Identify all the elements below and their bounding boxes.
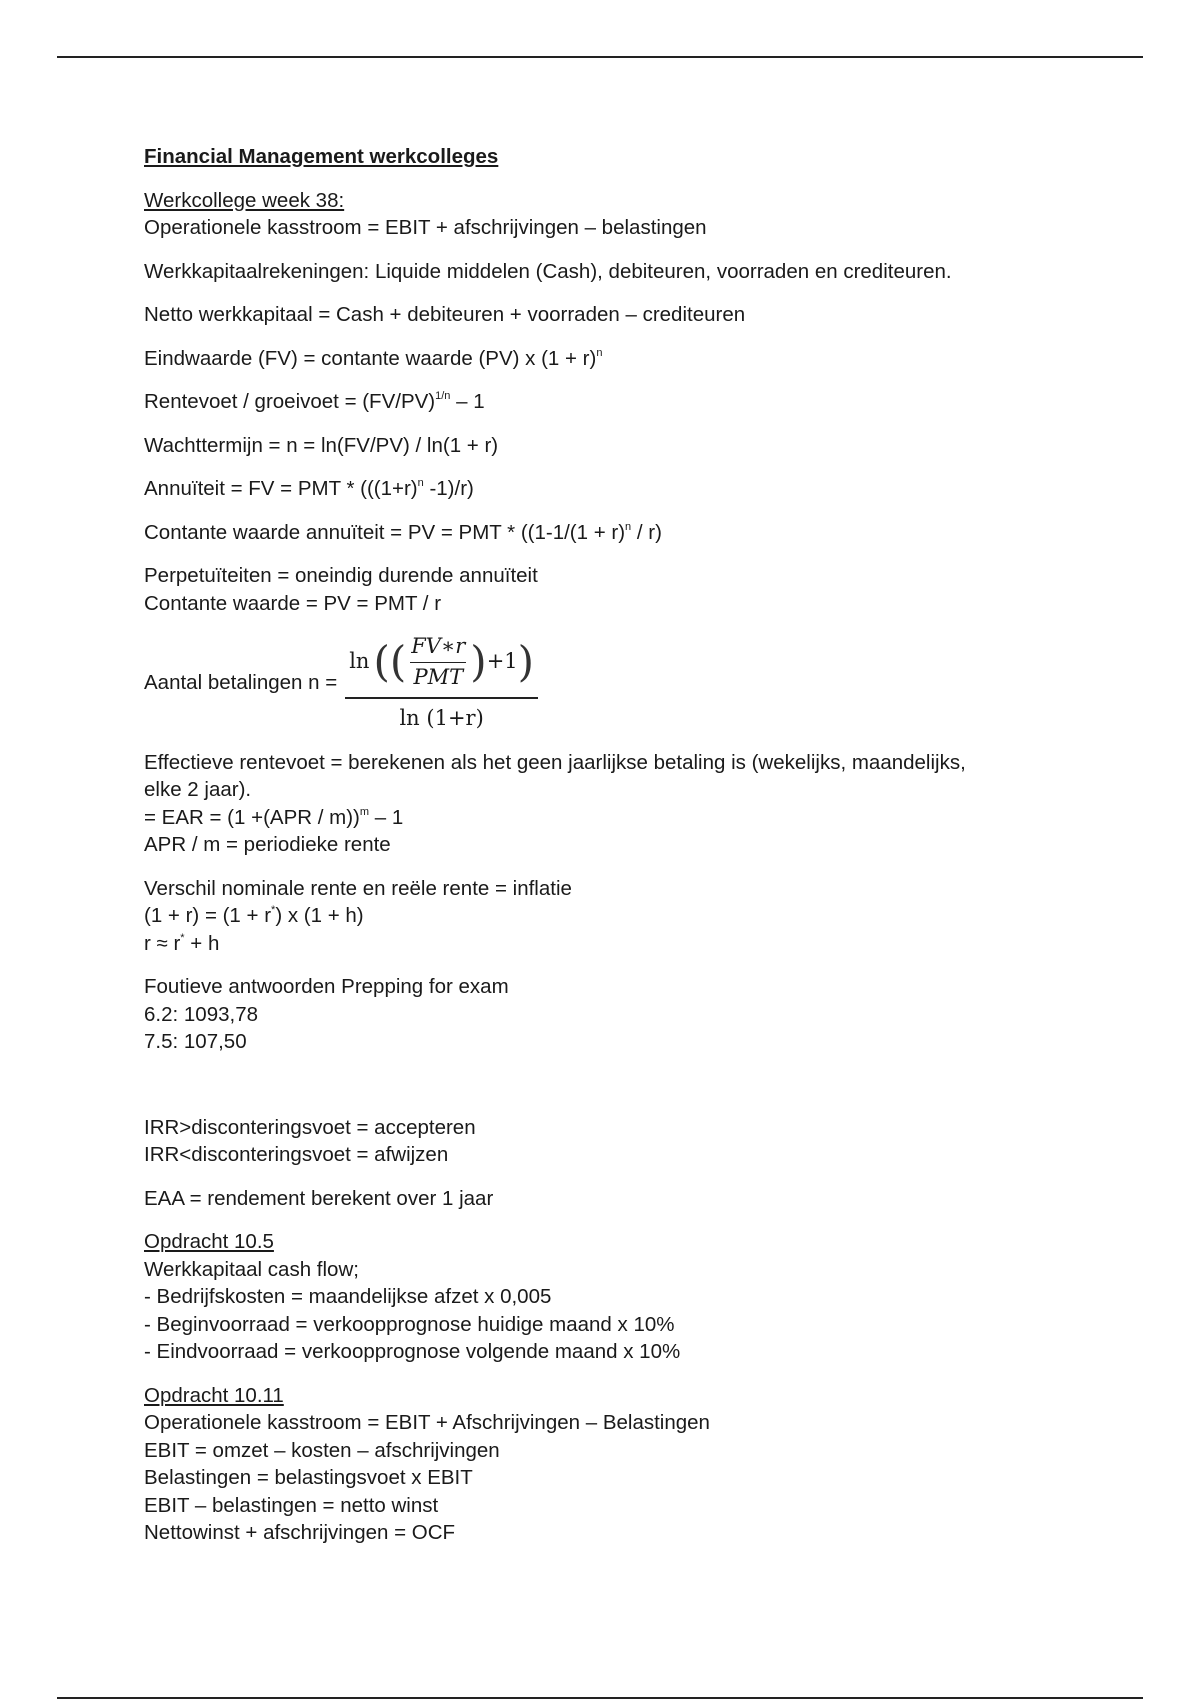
inner-fraction: [408, 633, 468, 691]
foutieve-item: 7.5: 107,50: [144, 1030, 247, 1053]
contante-waarde-pv: Contante waarde = PV = PMT / r: [144, 591, 442, 615]
header-rule: [57, 56, 1143, 58]
fisher-b: ) x (1 + h): [275, 904, 364, 927]
ear-formula: [144, 804, 1084, 832]
perpetuiteiten-text: Perpetuïteiten = oneindig durende annuïteit: [144, 564, 538, 587]
fraction-denominator: ln (1+r): [345, 697, 538, 733]
open-paren-inner: (: [389, 637, 407, 686]
annuiteit-text: Annuïteit = FV = PMT * (((1+r): [144, 477, 418, 500]
opdracht-10-11-line: EBIT – belastingen = netto winst: [144, 1493, 439, 1517]
opdracht-10-11-line: Operationele kasstroom = EBIT + Afschrijvingen – Belastingen: [144, 1411, 710, 1434]
irr-section: [144, 1114, 1084, 1169]
eaa-line: EAA = rendement berekent over 1 jaar: [144, 1186, 494, 1210]
opdracht-10-11-line: Belastingen = belastingsvoet x EBIT: [144, 1466, 473, 1489]
annuiteit-exponent: n: [417, 477, 424, 489]
week-heading: Werkcollege week 38:: [144, 188, 345, 212]
opdracht-10-5-heading: Opdracht 10.5: [144, 1230, 274, 1253]
contante-annuiteit-after: / r): [631, 520, 662, 544]
inflatie-section: [144, 875, 1084, 958]
week-section: [144, 187, 1084, 242]
effectieve-line-2: elke 2 jaar).: [144, 778, 252, 801]
opdracht-10-5-line: - Eindvoorraad = verkoopprognose volgende maand x 10%: [144, 1340, 681, 1363]
title-text: Financial Management werkcolleges: [144, 145, 499, 168]
inflatie-line-1: Verschil nominale rente en reële rente = inflatie: [144, 876, 572, 900]
inner-numerator: FV∗r: [411, 634, 466, 658]
aantal-betalingen-formula: [144, 633, 1084, 733]
document-body: [144, 143, 1084, 1563]
eindwaarde-exponent: n: [596, 346, 603, 359]
netto-werkkapitaal: Netto werkkapitaal = Cash + debiteuren + voorraden – crediteuren: [144, 303, 746, 326]
perpetuiteiten-section: [144, 562, 1084, 617]
fisher-star: *: [271, 904, 276, 916]
werkkapitaal-rekeningen: Werkkapitaalrekeningen: Liquide middelen (Cash), debiteuren, voorraden en crediteuren.: [144, 259, 952, 283]
ear-after: – 1: [369, 805, 404, 829]
rentevoet-formula: [144, 388, 1084, 416]
close-paren-outer: ): [517, 637, 535, 686]
contante-annuiteit-formula: [144, 519, 1084, 547]
opdracht-10-5-section: [144, 1228, 1084, 1366]
periodieke-rente: APR / m = periodieke rente: [144, 833, 391, 856]
contante-annuiteit-text: Contante waarde annuïteit = PV = PMT * ((1-1/(1 + r): [144, 520, 626, 544]
open-paren-outer: (: [373, 637, 390, 686]
approx-b: + h: [184, 931, 220, 955]
footer-rule: [57, 1697, 1143, 1699]
ocf-formula: Operationele kasstroom = EBIT + afschrijvingen – belastingen: [144, 216, 707, 239]
opdracht-10-5-line: - Bedrijfskosten = maandelijkse afzet x 0,005: [144, 1285, 552, 1308]
ln-operator: ln: [349, 649, 370, 674]
wachttermijn-formula: Wachttermijn = n = ln(FV/PV) / ln(1 + r): [144, 433, 499, 457]
effectieve-rentevoet-section: [144, 749, 1084, 859]
contante-annuiteit-exponent: n: [625, 520, 632, 533]
ear-exponent: m: [359, 805, 370, 818]
rentevoet-exponent: 1/n: [435, 390, 451, 402]
opdracht-10-11-heading: Opdracht 10.11: [144, 1383, 284, 1407]
opdracht-10-11-section: [144, 1382, 1084, 1547]
fisher-formula: [144, 902, 1084, 930]
approx-star: *: [180, 931, 185, 944]
opdracht-10-5-line: Werkkapitaal cash flow;: [144, 1257, 359, 1281]
inner-denominator: PMT: [410, 662, 466, 692]
eindwaarde-text: Eindwaarde (FV) = contante waarde (PV) x (1 + r): [144, 346, 597, 370]
annuiteit-after: -1)/r): [423, 477, 474, 500]
irr-reject: IRR<disconteringsvoet = afwijzen: [144, 1143, 449, 1166]
foutieve-item: 6.2: 1093,78: [144, 1002, 258, 1026]
irr-accept: IRR>disconteringsvoet = accepteren: [144, 1115, 476, 1139]
fisher-a: (1 + r) = (1 + r: [144, 904, 272, 927]
rentevoet-text: Rentevoet / groeivoet = (FV/PV): [144, 390, 436, 413]
effectieve-line-1: Effectieve rentevoet = berekenen als het geen jaarlijkse betaling is (wekelijks, maandelijks,: [144, 750, 966, 774]
opdracht-10-11-line: Nettowinst + afschrijvingen = OCF: [144, 1521, 456, 1544]
document-title: [144, 143, 1084, 171]
foutieve-heading: Foutieve antwoorden Prepping for exam: [144, 975, 509, 998]
annuiteit-formula: [144, 475, 1084, 503]
rentevoet-after: – 1: [450, 390, 485, 413]
opdracht-10-5-line: - Beginvoorraad = verkoopprognose huidige maand x 10%: [144, 1312, 675, 1336]
fraction-numerator: [345, 633, 538, 697]
eindwaarde-formula: [144, 345, 1084, 373]
close-paren-inner: ): [470, 637, 487, 686]
foutieve-section: [144, 973, 1084, 1056]
fraction-formula: [345, 633, 538, 733]
blank-space: [144, 1072, 1084, 1114]
plus-one: +1: [486, 649, 518, 674]
approx-a: r ≈ r: [144, 931, 181, 955]
aantal-betalingen-label: Aantal betalingen n =: [144, 671, 338, 694]
approx-formula: [144, 930, 1084, 958]
ear-text: = EAR = (1 +(APR / m)): [144, 805, 360, 829]
opdracht-10-11-line: EBIT = omzet – kosten – afschrijvingen: [144, 1438, 500, 1462]
